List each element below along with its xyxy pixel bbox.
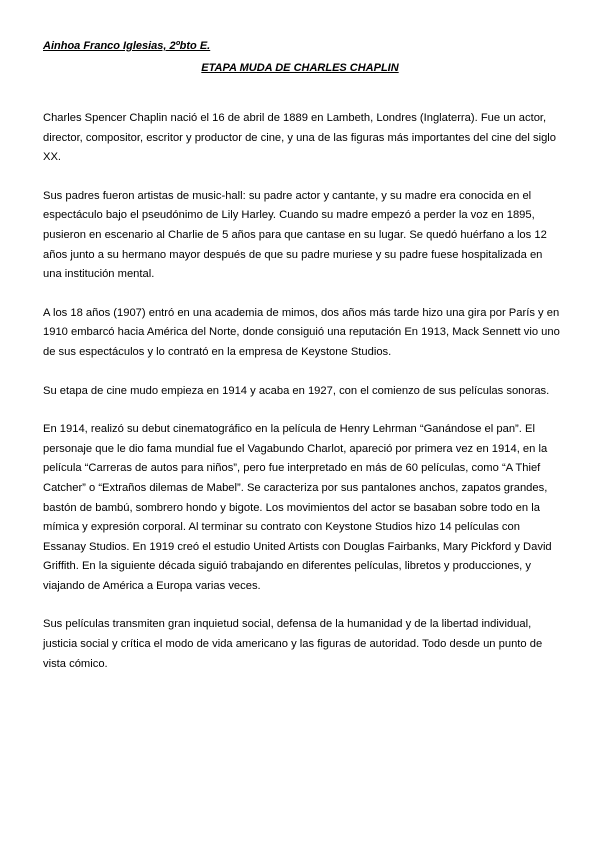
paragraph-themes: Sus películas transmiten gran inquietud social, defensa de la humanidad y de la libertad individual, justicia social y crítica el modo de vida americano y las figuras de autoridad. Todo desde un punto de vista cómico.	[43, 618, 543, 670]
paragraph-debut: En 1914, realizó su debut cinematográfico en la película de Henry Lehrman “Ganándose el pan”. El personaje que le dio fama mundial fue el Vagabundo Charlot, apareció por primera vez en 1914, en la película “Carreras de autos para niños”, pero fue interpretado en más de 60 películas, como “A Thief Catcher” o “Extraños dilemas de Mabel”. Se caracteriza por sus pantalones anchos, zapatos grandes, bastón de bambú, sombrero hondo y bigote. Los movimientos del actor se basaban sobre todo en la mímica y expresión corporal. Al terminar su contrato con Keystone Studios hizo 14 películas con Essanay Studios. En 1919 creó el estudio United Artists con Douglas Fairbanks, Mary Pickford y David Griffith. En la siguiente década siguió trabajando en diferentes películas, libretos y producciones, y viajando de América a Europa varias veces.	[43, 423, 552, 592]
author-line: Ainhoa Franco Iglesias, 2ºbto E.	[43, 40, 211, 52]
paragraph-parents: Sus padres fueron artistas de music-hall: su padre actor y cantante, y su madre era conocida en el espectáculo bajo el pseudónimo de Lily Harley. Cuando su madre empezó a perder la voz en 1895, pusieron en escenario al Charlie de 5 años para que cantase en su lugar. Se quedó huérfano a los 12 años junto a su hermano mayor después de que su padre muriese y su padre fuese hospitalizada en una institución mental.	[43, 189, 547, 281]
paragraph-intro: Charles Spencer Chaplin nació el 16 de abril de 1889 en Lambeth, Londres (Inglaterra). Fue un actor, director, compositor, escritor y productor de cine, y una de las figuras más importantes del cine del siglo XX.	[43, 112, 557, 164]
document-body	[43, 109, 563, 693]
document-title: ETAPA MUDA DE CHARLES CHAPLIN	[201, 62, 399, 74]
paragraph-early-career: A los 18 años (1907) entró en una academia de mimos, dos años más tarde hizo una gira por París y en 1910 embarcó hacia América del Norte, donde consiguió una reputación En 1913, Mack Sennett vio uno de sus espectáculos y lo contrató en la empresa de Keystone Studios.	[43, 306, 560, 358]
paragraph-silent-period: Su etapa de cine mudo empieza en 1914 y acaba en 1927, con el comienzo de sus películas sonoras.	[43, 384, 550, 397]
